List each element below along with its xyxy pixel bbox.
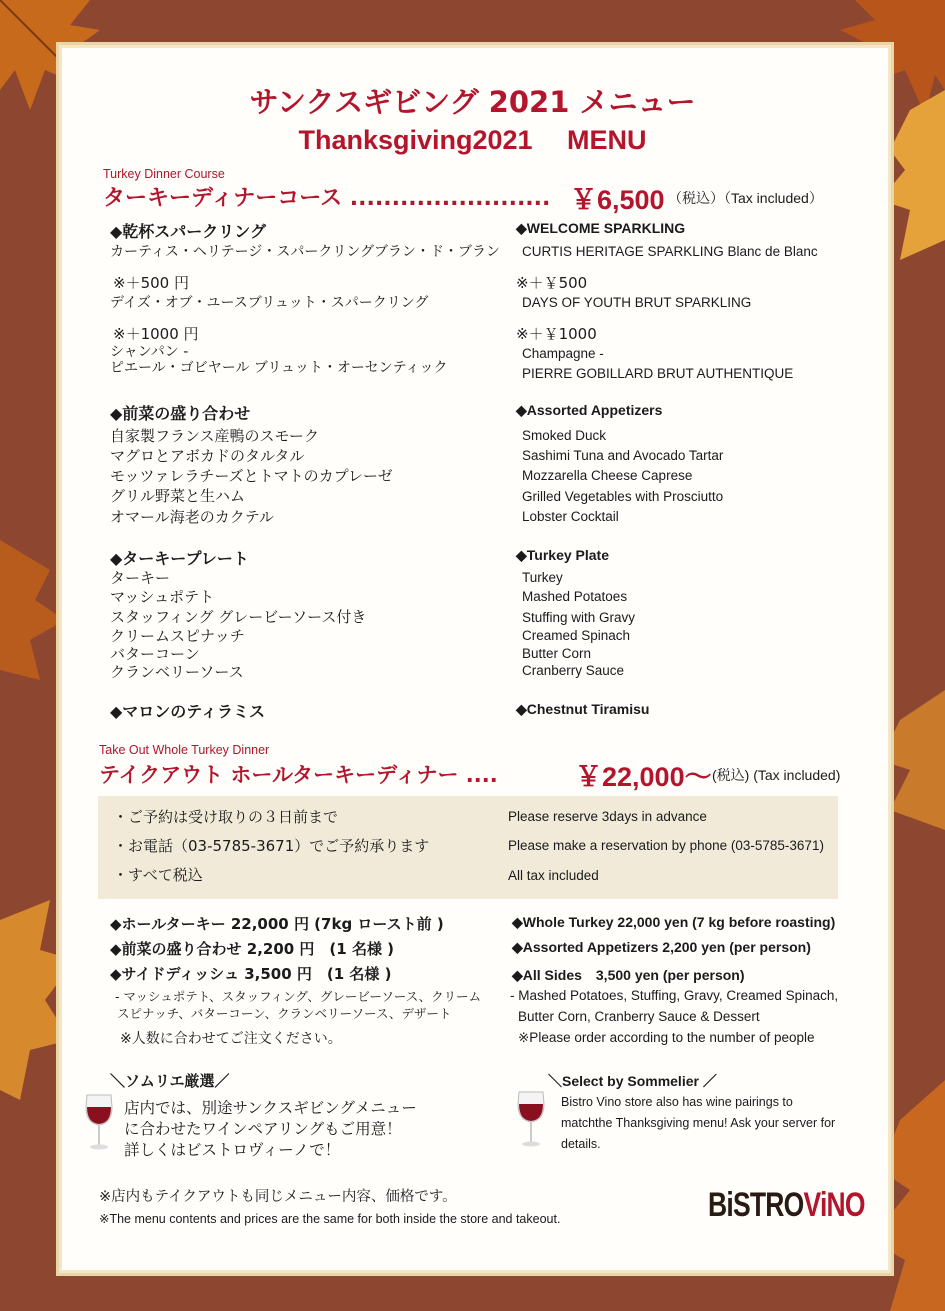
dessert-heading-jp: ◆マロンのティラミス	[110, 702, 266, 721]
reservation-note-en: Please make a reservation by phone (03-5785-3671)	[508, 838, 824, 853]
appetizers-heading-jp: ◆前菜の盛り合わせ	[110, 404, 251, 423]
sparkling-opt1-price-en: ※＋￥500	[516, 274, 588, 292]
turkey-plate-item-jp: クリームスピナッチ	[110, 627, 245, 645]
sparkling-item-en: CURTIS HERITAGE SPARKLING Blanc de Blanc	[522, 244, 818, 259]
appetizer-item-en: Mozzarella Cheese Caprese	[522, 468, 693, 483]
turkey-plate-heading-jp: ◆ターキープレート	[110, 549, 249, 568]
sparkling-opt1-name-en: DAYS OF YOUTH BRUT SPARKLING	[522, 295, 752, 310]
sparkling-opt1-name-jp: デイズ・オブ・ユースブリュット・スパークリング	[110, 295, 429, 311]
takeout-label-en: Take Out Whole Turkey Dinner	[99, 743, 270, 757]
course-label-en: Turkey Dinner Course	[103, 167, 225, 181]
sommelier-body-en: Bistro Vino store also has wine pairings to	[561, 1095, 793, 1109]
logo-bistro: BiSTRO	[708, 1186, 804, 1224]
sides-list-jp-1: - マッシュポテト、スタッフィング、グレービーソース、クリーム	[115, 989, 482, 1004]
takeout-item-en: ◆All Sides 3,500 yen (per person)	[512, 967, 745, 983]
takeout-item-jp: ◆前菜の盛り合わせ 2,200 円 (1 名様 )	[110, 940, 395, 958]
turkey-plate-item-jp: ターキー	[110, 569, 171, 587]
appetizer-item-jp: オマール海老のカクテル	[110, 508, 274, 526]
logo-vino: ViNO	[803, 1186, 865, 1224]
reservation-note-en: All tax included	[508, 868, 599, 883]
turkey-plate-item-jp: バターコーン	[110, 645, 200, 663]
reservation-note-jp: ・ご予約は受け取りの３日前まで	[113, 808, 339, 826]
appetizer-item-en: Sashimi Tuna and Avocado Tartar	[522, 448, 724, 463]
sommelier-heading-jp: ＼ソムリエ厳選／	[110, 1072, 230, 1090]
autumn-leaf-left-middle-icon	[0, 540, 70, 680]
page-title-en: Thanksgiving2021 MENU	[298, 125, 647, 155]
appetizer-item-jp: モッツァレラチーズとトマトのカプレーゼ	[110, 467, 393, 485]
sparkling-opt2-name-en-1: Champagne -	[522, 346, 604, 361]
wine-glass-icon	[84, 1093, 114, 1153]
appetizer-item-en: Grilled Vegetables with Prosciutto	[522, 489, 724, 504]
sparkling-opt1-price-jp: ※＋500 円	[113, 274, 189, 292]
sommelier-heading-en: ＼Select by Sommelier ／	[548, 1073, 717, 1089]
turkey-plate-item-en: Turkey	[522, 570, 563, 585]
takeout-tax-note: (税込) (Tax included)	[712, 767, 841, 783]
takeout-item-en: ◆Whole Turkey 22,000 yen (7 kg before roasting)	[512, 914, 836, 930]
sparkling-opt2-price-jp: ※＋1000 円	[113, 325, 199, 343]
bistro-vino-logo	[708, 1186, 865, 1225]
takeout-name-jp: テイクアウト ホールターキーディナー ....	[99, 763, 498, 787]
turkey-plate-item-en: Butter Corn	[522, 646, 592, 661]
takeout-item-jp: ◆ホールターキー 22,000 円 (7kg ロースト前 )	[110, 915, 444, 933]
takeout-price: ￥22,000～	[575, 762, 712, 792]
sparkling-heading-jp: ◆乾杯スパークリング	[110, 222, 266, 241]
sides-note-jp: ※人数に合わせてご注文ください。	[120, 1031, 342, 1047]
footer-note-jp: ※店内もテイクアウトも同じメニュー内容、価格です。	[99, 1189, 457, 1205]
turkey-plate-item-en: Stuffing with Gravy	[522, 610, 636, 625]
turkey-plate-item-jp: クランベリーソース	[110, 663, 244, 681]
sommelier-body-en: details.	[561, 1137, 601, 1151]
reservation-note-en: Please reserve 3days in advance	[508, 809, 707, 824]
dessert-heading-en: ◆Chestnut Tiramisu	[516, 701, 650, 717]
turkey-plate-heading-en: ◆Turkey Plate	[516, 547, 609, 563]
turkey-plate-item-jp: マッシュポテト	[110, 588, 215, 606]
course-tax-note: （税込）（Tax included）	[668, 190, 823, 206]
turkey-plate-item-en: Mashed Potatoes	[522, 589, 628, 604]
course-price: ￥6,500	[570, 185, 665, 215]
wine-glass-icon	[516, 1090, 546, 1150]
appetizer-item-en: Smoked Duck	[522, 428, 607, 443]
sides-list-en-1: - Mashed Potatoes, Stuffing, Gravy, Creamed Spinach,	[510, 988, 839, 1003]
reservation-note-jp: ・すべて税込	[113, 866, 203, 884]
turkey-plate-item-jp: スタッフィング グレービーソース付き	[110, 608, 367, 626]
sparkling-opt2-name-en-2: PIERRE GOBILLARD BRUT AUTHENTIQUE	[522, 366, 794, 381]
sommelier-body-jp: 詳しくはビストロヴィーノで！	[124, 1141, 341, 1159]
sparkling-opt2-price-en: ※＋￥1000	[516, 325, 597, 343]
reservation-note-jp: ・お電話（03-5785-3671）でご予約承ります	[113, 837, 430, 855]
appetizer-item-jp: 自家製フランス産鴨のスモーク	[110, 427, 319, 445]
course-name-jp: ターキーディナーコース ........................	[103, 186, 551, 211]
sides-list-jp-2: スピナッチ、バターコーン、クランベリーソース、デザート	[117, 1006, 452, 1021]
page-title-jp: サンクスギビング 2021 メニュー	[249, 85, 696, 119]
sparkling-opt2-name-jp-2: ピエール・ゴビヤール ブリュット・オーセンティック	[110, 360, 448, 376]
footer-note-en: ※The menu contents and prices are the same for both inside the store and takeout.	[99, 1212, 561, 1226]
turkey-plate-item-en: Cranberry Sauce	[522, 663, 625, 678]
sommelier-body-en: matchthe Thanksgiving menu! Ask your server for	[561, 1116, 836, 1130]
appetizer-item-en: Lobster Cocktail	[522, 509, 619, 524]
takeout-item-jp: ◆サイドディッシュ 3,500 円 (1 名様 )	[110, 965, 392, 983]
turkey-plate-item-en: Creamed Spinach	[522, 628, 631, 643]
sommelier-body-jp: 店内では、別途サンクスギビングメニュー	[124, 1099, 417, 1117]
sparkling-heading-en: ◆WELCOME SPARKLING	[516, 220, 686, 236]
sommelier-body-jp: に合わせたワインペアリングもご用意！	[124, 1120, 402, 1138]
appetizers-heading-en: ◆Assorted Appetizers	[516, 402, 663, 418]
sparkling-opt2-name-jp-1: シャンパン -	[110, 344, 189, 360]
sides-note-en: ※Please order according to the number of people	[518, 1030, 815, 1045]
sparkling-item-jp: カーティス・ヘリテージ・スパークリングブラン・ド・ブラン	[110, 244, 501, 260]
sides-list-en-2: Butter Corn, Cranberry Sauce & Dessert	[518, 1009, 760, 1024]
appetizer-item-jp: マグロとアボカドのタルタル	[110, 447, 305, 465]
appetizer-item-jp: グリル野菜と生ハム	[110, 487, 246, 505]
takeout-item-en: ◆Assorted Appetizers 2,200 yen (per person)	[512, 939, 811, 955]
